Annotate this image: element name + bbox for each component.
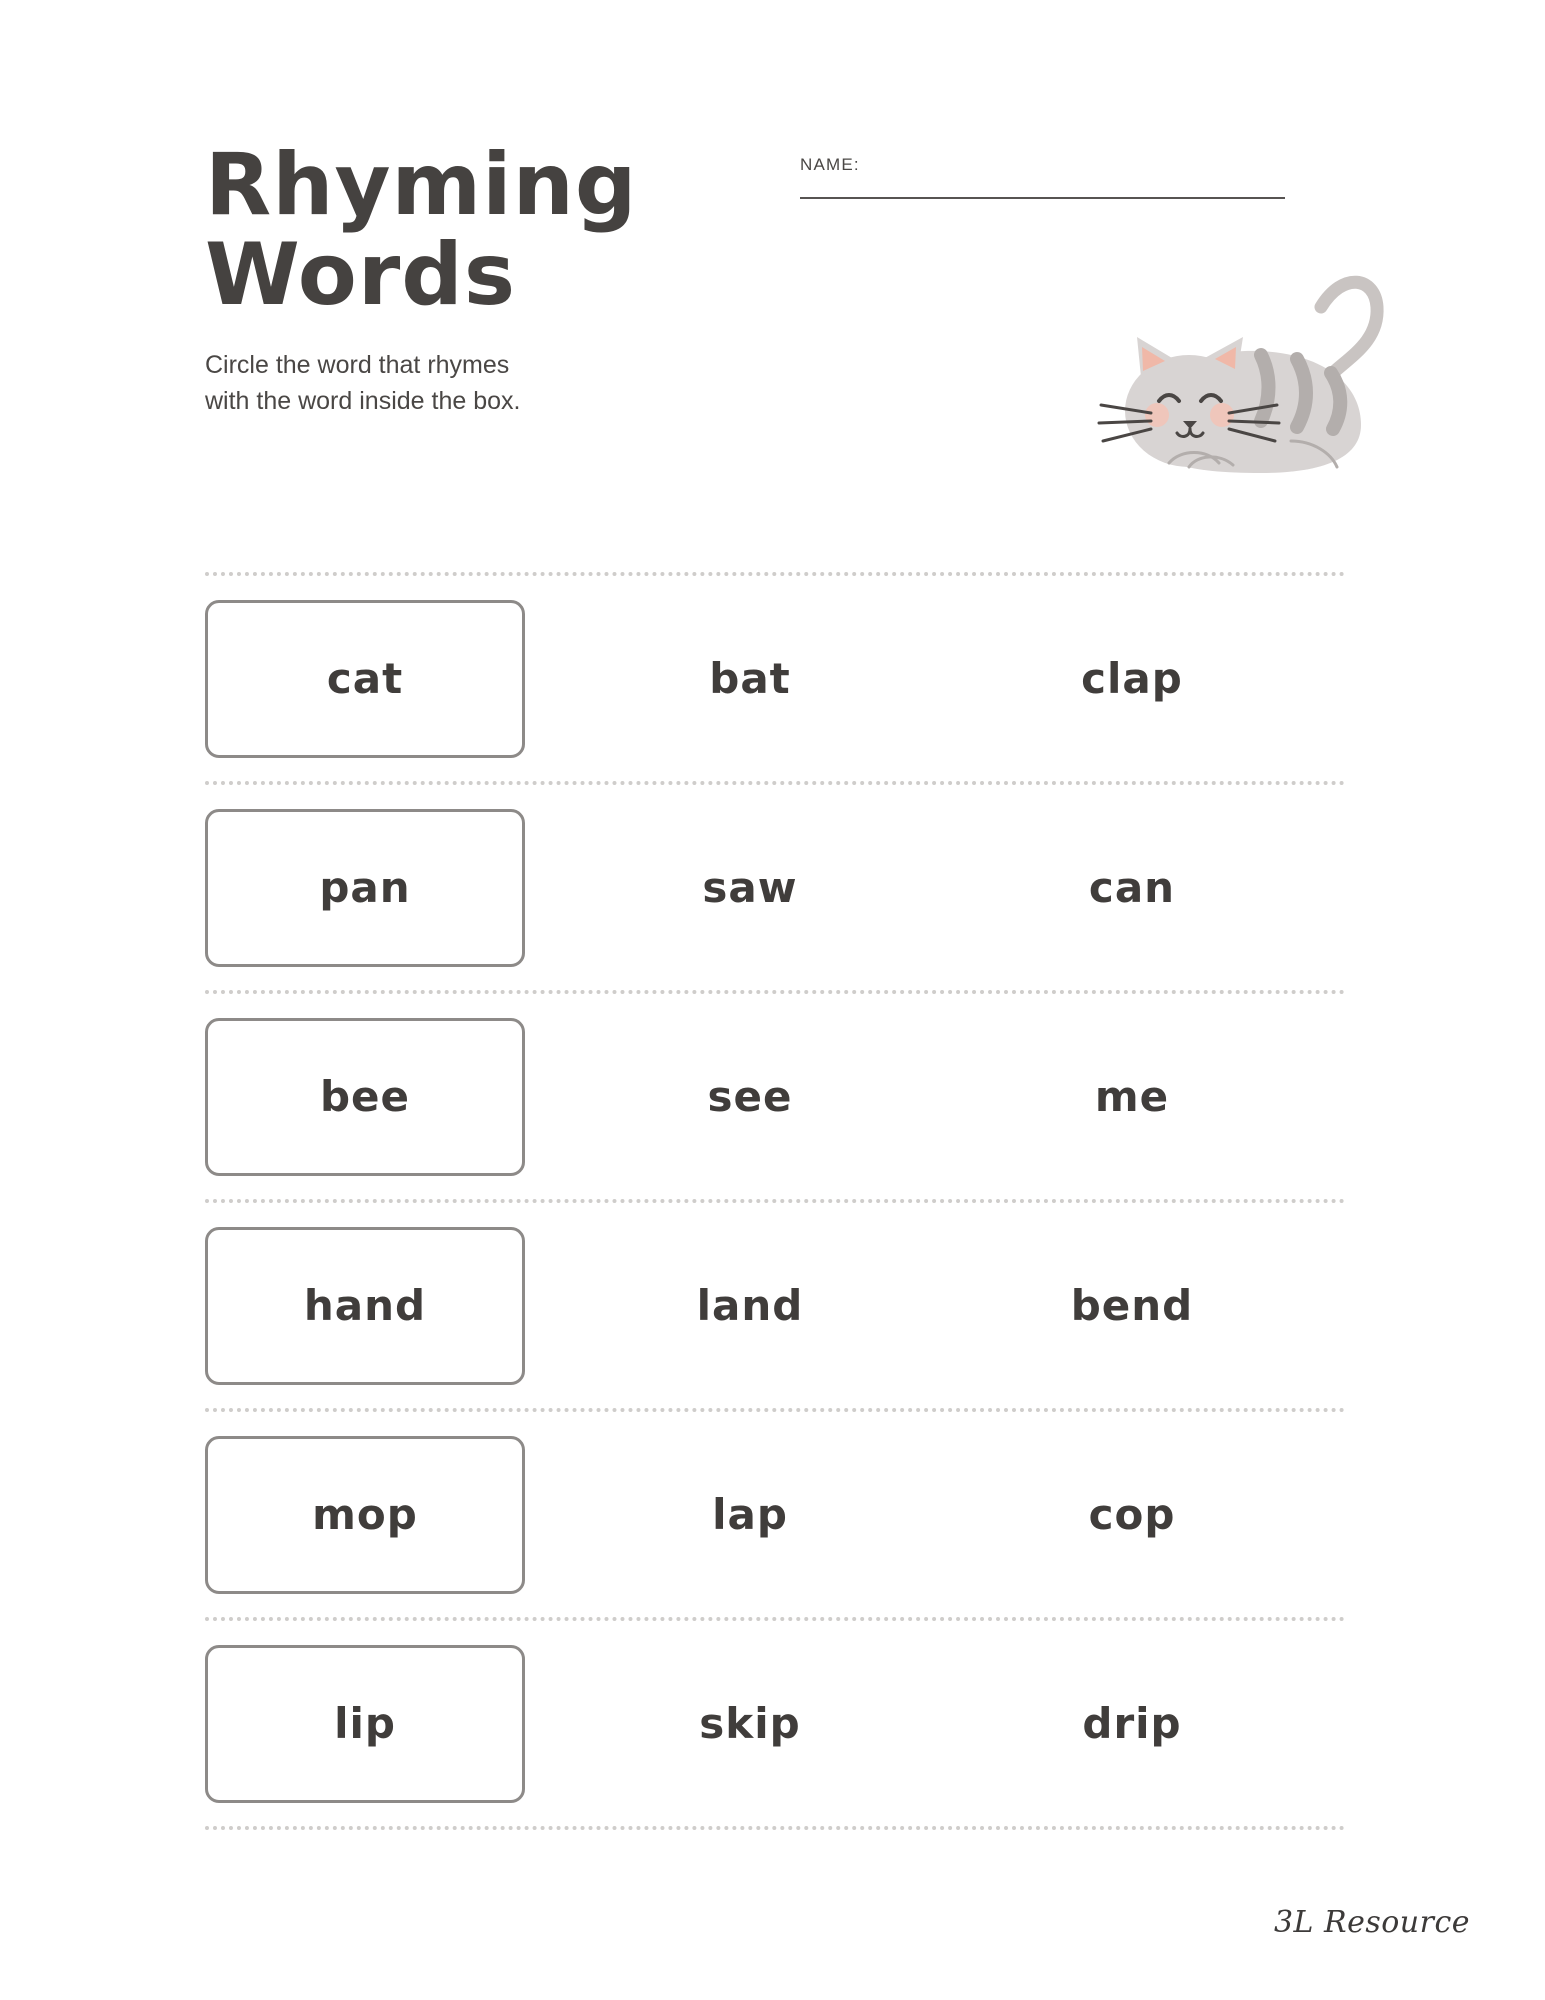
- prompt-word-box: [205, 1227, 525, 1385]
- row-divider: [205, 1826, 1345, 1830]
- instruction-line-2: with the word inside the box.: [205, 386, 521, 415]
- choice-group: [525, 1072, 1345, 1121]
- choice-option[interactable]: lap: [712, 1490, 788, 1539]
- footer-brand: 3L Resource: [1273, 1905, 1470, 1940]
- choice-option[interactable]: land: [696, 1281, 804, 1330]
- table-row: [205, 1412, 1345, 1617]
- worksheet-header: [205, 135, 1350, 500]
- instructions: [205, 347, 725, 420]
- page-title: [205, 135, 825, 326]
- choice-option[interactable]: skip: [699, 1699, 801, 1748]
- choice-group: [525, 654, 1345, 703]
- prompt-word: cat: [326, 654, 404, 703]
- rhyming-rows: [205, 572, 1345, 1830]
- choice-group: [525, 863, 1345, 912]
- instruction-line-1: Circle the word that rhymes: [205, 350, 510, 379]
- name-field-block: [800, 155, 1285, 199]
- choice-group: [525, 1699, 1345, 1748]
- prompt-word: pan: [319, 863, 411, 912]
- choice-option[interactable]: see: [707, 1072, 793, 1121]
- prompt-word: lip: [334, 1699, 396, 1748]
- choice-group: [525, 1490, 1345, 1539]
- prompt-word-box: [205, 1645, 525, 1803]
- prompt-word-box: [205, 1018, 525, 1176]
- prompt-word: hand: [303, 1281, 427, 1330]
- prompt-word: bee: [319, 1072, 411, 1121]
- choice-option[interactable]: clap: [1081, 654, 1183, 703]
- table-row: [205, 1203, 1345, 1408]
- prompt-word-box: [205, 1436, 525, 1594]
- prompt-word-box: [205, 600, 525, 758]
- table-row: [205, 785, 1345, 990]
- choice-option[interactable]: bat: [709, 654, 791, 703]
- name-input-line[interactable]: [800, 197, 1285, 199]
- table-row: [205, 1621, 1345, 1826]
- choice-group: [525, 1281, 1345, 1330]
- choice-option[interactable]: me: [1094, 1072, 1170, 1121]
- choice-option[interactable]: bend: [1070, 1281, 1194, 1330]
- name-label: NAME:: [800, 155, 860, 174]
- choice-option[interactable]: cop: [1088, 1490, 1176, 1539]
- choice-option[interactable]: drip: [1082, 1699, 1182, 1748]
- title-line-2: Words: [205, 225, 517, 326]
- table-row: [205, 576, 1345, 781]
- choice-option[interactable]: saw: [702, 863, 798, 912]
- prompt-word: mop: [312, 1490, 418, 1539]
- prompt-word-box: [205, 809, 525, 967]
- table-row: [205, 994, 1345, 1199]
- sleeping-cat-illustration: [1085, 235, 1425, 535]
- choice-option[interactable]: can: [1088, 863, 1176, 912]
- title-line-1: Rhyming: [205, 135, 638, 235]
